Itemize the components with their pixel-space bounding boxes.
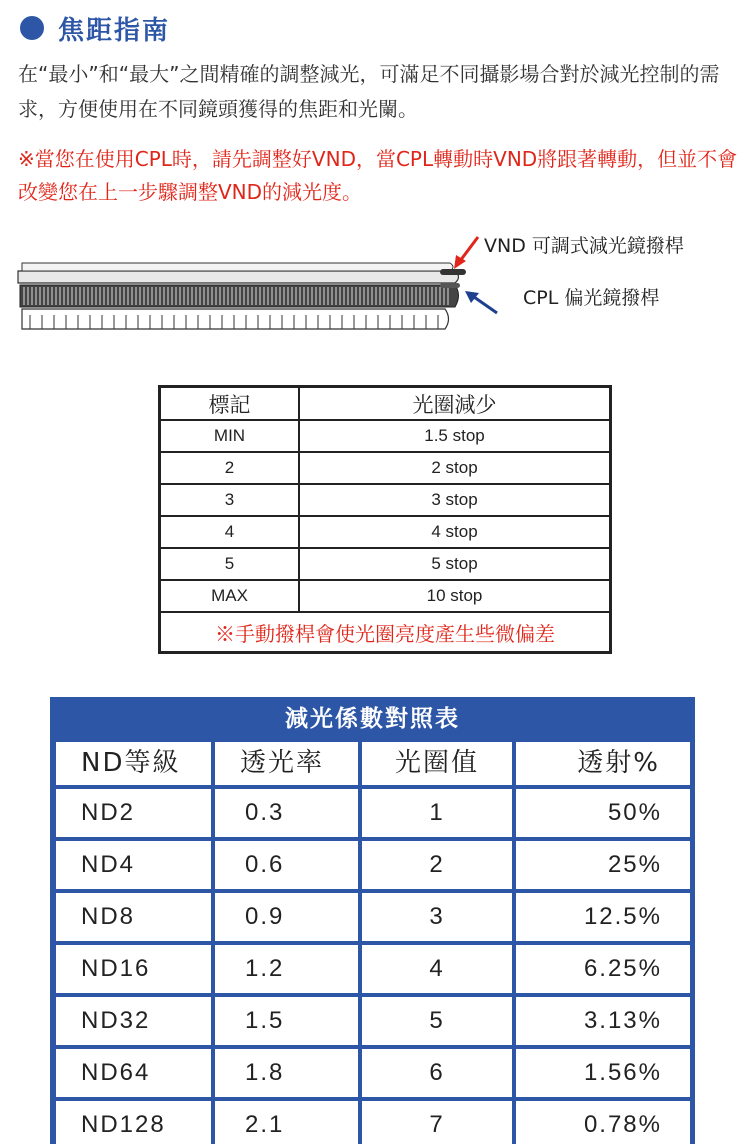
header-transmission-percent: 透射% <box>516 742 690 785</box>
nd-header-row <box>56 742 690 785</box>
transmission-percent-cell: 0.78% <box>516 1101 690 1144</box>
transmission-percent-cell: 1.56% <box>516 1049 690 1097</box>
table-row <box>56 789 690 837</box>
header-nd-level: ND等級 <box>56 742 211 785</box>
marking-cell: 4 <box>160 516 300 548</box>
vnd-arrow-icon <box>454 237 478 269</box>
cpl-lever <box>440 283 460 288</box>
table-row <box>160 420 611 452</box>
aperture-value-cell: 1 <box>362 789 512 837</box>
intro-paragraph: 在“最小”和“最大”之間精確的調整減光，可滿足不同攝影場合對於減光控制的需求，方便使用在不同鏡頭獲得的焦距和光闌。 <box>18 62 720 121</box>
aperture-value-cell: 7 <box>362 1101 512 1144</box>
aperture-value-cell: 6 <box>362 1049 512 1097</box>
nd-level-cell: ND8 <box>56 893 211 941</box>
nd-level-cell: ND4 <box>56 841 211 889</box>
nd-level-cell: ND32 <box>56 997 211 1045</box>
header-marking: 標記 <box>160 387 300 421</box>
transmission-percent-cell: 3.13% <box>516 997 690 1045</box>
nd-table-title: 減光係數對照表 <box>285 706 460 732</box>
stop-reduction-table <box>158 385 612 654</box>
stop-reduction-cell: 1.5 stop <box>299 420 611 452</box>
transmittance-cell: 0.6 <box>215 841 358 889</box>
cpl-lever-label: CPL 偏光鏡撥桿 <box>523 287 660 309</box>
nd-level-cell: ND64 <box>56 1049 211 1097</box>
cpl-arrow-icon <box>465 291 497 313</box>
table-row <box>160 484 611 516</box>
stop-reduction-cell: 5 stop <box>299 548 611 580</box>
vnd-lever-label: VND 可調式減光鏡撥桿 <box>484 235 684 257</box>
transmission-percent-cell: 25% <box>516 841 690 889</box>
stop-reduction-cell: 3 stop <box>299 484 611 516</box>
transmission-percent-cell: 6.25% <box>516 945 690 993</box>
aperture-value-cell: 5 <box>362 997 512 1045</box>
transmittance-cell: 1.5 <box>215 997 358 1045</box>
table-row <box>56 1101 690 1144</box>
marking-cell: 2 <box>160 452 300 484</box>
transmittance-cell: 1.8 <box>215 1049 358 1097</box>
nd-table-grid <box>56 742 690 1144</box>
page-title: 焦距指南 <box>58 15 171 46</box>
marking-cell: MAX <box>160 580 300 612</box>
table-row <box>160 516 611 548</box>
table-row <box>160 580 611 612</box>
nd-level-cell: ND2 <box>56 789 211 837</box>
header-stop-reduction: 光圈減少 <box>299 387 611 421</box>
table-row <box>56 1049 690 1097</box>
stop-reduction-cell: 2 stop <box>299 452 611 484</box>
aperture-value-cell: 2 <box>362 841 512 889</box>
marking-cell: MIN <box>160 420 300 452</box>
table-row <box>56 841 690 889</box>
nd-level-cell: ND128 <box>56 1101 211 1144</box>
header-aperture-value: 光圈值 <box>362 742 512 785</box>
vnd-lever <box>440 269 466 275</box>
bullet-dot-icon <box>20 16 44 40</box>
header-transmittance: 透光率 <box>215 742 358 785</box>
table-header-row <box>160 387 611 421</box>
table-note-row <box>160 612 611 653</box>
transmittance-cell: 0.9 <box>215 893 358 941</box>
table-row <box>160 548 611 580</box>
table-note: ※手動撥桿會使光圈亮度產生些微偏差 <box>160 612 611 653</box>
transmission-percent-cell: 12.5% <box>516 893 690 941</box>
section-heading <box>20 10 170 46</box>
aperture-value-cell: 4 <box>362 945 512 993</box>
table-row <box>160 452 611 484</box>
filter-diagram <box>0 225 750 350</box>
table-row <box>56 945 690 993</box>
warning-paragraph: ※當您在使用CPL時，請先調整好VND，當CPL轉動時VND將跟著轉動，但並不會改變您在上一步驟調整VND的減光度。 <box>18 147 738 204</box>
stop-reduction-cell: 10 stop <box>299 580 611 612</box>
aperture-value-cell: 3 <box>362 893 512 941</box>
nd-factor-table <box>50 697 695 1144</box>
table-row <box>56 997 690 1045</box>
transmittance-cell: 2.1 <box>215 1101 358 1144</box>
transmittance-cell: 0.3 <box>215 789 358 837</box>
transmission-percent-cell: 50% <box>516 789 690 837</box>
nd-level-cell: ND16 <box>56 945 211 993</box>
marking-cell: 3 <box>160 484 300 516</box>
stop-reduction-cell: 4 stop <box>299 516 611 548</box>
transmittance-cell: 1.2 <box>215 945 358 993</box>
table-row <box>56 893 690 941</box>
marking-cell: 5 <box>160 548 300 580</box>
